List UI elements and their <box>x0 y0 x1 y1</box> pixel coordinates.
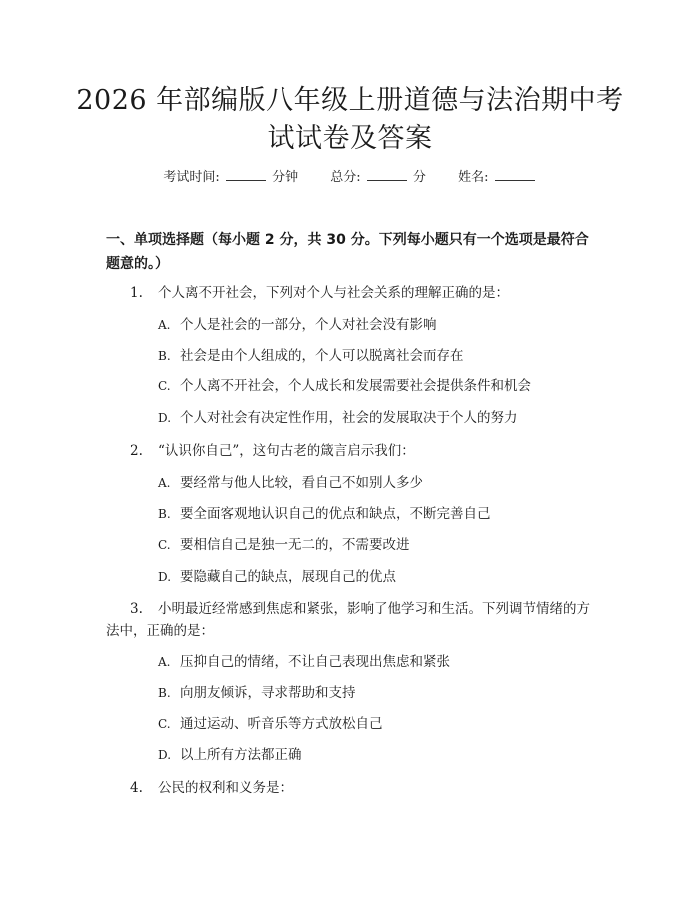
question-number: 4. <box>130 780 143 796</box>
question-text: 个人离不开社会，下列对个人与社会关系的理解正确的是： <box>158 285 509 301</box>
question-text: “认识你自己”，这句古老的箴言启示我们： <box>158 443 415 459</box>
option-2d <box>158 567 396 587</box>
option-letter: D. <box>158 411 172 425</box>
title-line-1: 2026 年部编版八年级上册道德与法治期中考 <box>76 85 624 116</box>
title-line-2: 试试卷及答案 <box>267 123 433 154</box>
question-4 <box>130 777 293 799</box>
option-letter: B. <box>158 686 171 700</box>
question-2 <box>130 440 415 462</box>
option-2c <box>158 535 410 555</box>
option-text: 要经常与他人比较，看自己不如别人多少 <box>180 475 423 491</box>
option-letter: C. <box>158 717 171 731</box>
option-text: 要相信自己是独一无二的，不需要改进 <box>180 537 410 553</box>
option-text: 社会是由个人组成的，个人可以脱离社会而存在 <box>180 348 464 364</box>
document-title <box>60 82 640 158</box>
time-label: 考试时间: <box>163 170 220 185</box>
option-text: 个人离不开社会，个人成长和发展需要社会提供条件和机会 <box>180 378 531 394</box>
option-letter: D. <box>158 748 172 762</box>
score-unit: 分 <box>412 170 426 185</box>
time-blank <box>226 168 266 181</box>
option-1a <box>158 315 437 335</box>
option-1d <box>158 408 518 428</box>
option-text: 要隐藏自己的缺点，展现自己的优点 <box>180 569 396 585</box>
option-2a <box>158 473 423 493</box>
option-2b <box>158 504 491 524</box>
name-field <box>458 170 537 185</box>
option-letter: B. <box>158 507 171 521</box>
option-letter: C. <box>158 379 171 393</box>
question-text-line-2: 法中，正确的是： <box>106 623 214 639</box>
time-unit: 分钟 <box>272 170 299 185</box>
time-field <box>163 170 302 185</box>
option-3a <box>158 652 450 672</box>
option-text: 通过运动、听音乐等方式放松自己 <box>180 716 383 732</box>
option-3d <box>158 745 302 765</box>
option-text: 个人对社会有决定性作用，社会的发展取决于个人的努力 <box>180 410 518 426</box>
score-blank <box>367 168 407 181</box>
question-number: 3. <box>130 601 143 617</box>
name-blank <box>495 168 535 181</box>
option-3c <box>158 714 383 734</box>
question-number: 1. <box>130 285 143 301</box>
option-3b <box>158 683 356 703</box>
option-letter: A. <box>158 318 171 332</box>
question-text-line-1: 小明最近经常感到焦虑和紧张，影响了他学习和生活。下列调节情绪的方 <box>158 601 590 617</box>
option-1b <box>158 346 464 366</box>
question-number: 2. <box>130 443 143 459</box>
option-1c <box>158 376 531 396</box>
score-field <box>330 170 430 185</box>
option-text: 向朋友倾诉，寻求帮助和支持 <box>180 685 356 701</box>
score-label: 总分: <box>330 170 361 185</box>
question-text: 公民的权利和义务是： <box>158 780 293 796</box>
option-letter: A. <box>158 476 171 490</box>
option-letter: D. <box>158 570 172 584</box>
option-letter: B. <box>158 349 171 363</box>
option-text: 压抑自己的情绪，不让自己表现出焦虑和紧张 <box>180 654 450 670</box>
question-3 <box>130 598 610 620</box>
question-3-continued <box>106 620 214 642</box>
section-heading: 一、单项选择题（每小题 2 分，共 30 分。下列每小题只有一个选项是最符合题意的。） <box>106 232 589 272</box>
option-text: 以上所有方法都正确 <box>180 747 302 763</box>
question-1 <box>130 282 509 304</box>
option-letter: C. <box>158 538 171 552</box>
option-text: 要全面客观地认识自己的优点和缺点，不断完善自己 <box>180 506 491 522</box>
name-label: 姓名: <box>458 170 489 185</box>
option-text: 个人是社会的一部分，个人对社会没有影响 <box>180 317 437 333</box>
option-letter: A. <box>158 655 171 669</box>
exam-meta <box>0 168 700 187</box>
